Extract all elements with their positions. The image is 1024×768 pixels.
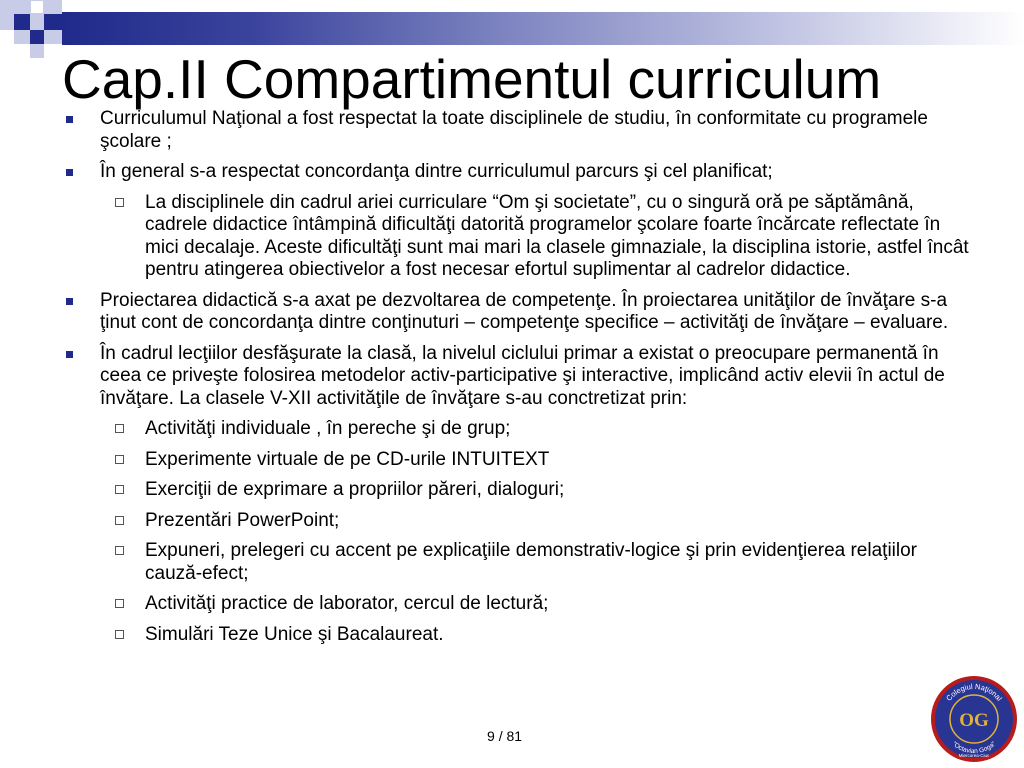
list-item-text: În cadrul lecţiilor desfăşurate la clasă, la nivelul ciclului primar a existat o preocupare permanentă în ceea ce priveşte folosirea metodelor activ-participative şi interactive, implicând activ elevii în actul de învăţare. La clasele V-XII activităţile de învăţare s-au conctretizat prin:: [100, 342, 945, 409]
sub-list-item-text: Activităţi individuale , în pereche şi de grup;: [145, 418, 511, 439]
hollow-square-bullet-icon: [115, 546, 124, 555]
sub-list-item: [56, 540, 976, 585]
sub-list-item: [56, 510, 976, 533]
page-separator: /: [498, 728, 503, 744]
bullet-content: [56, 108, 976, 654]
sub-list-item-text: Activităţi practice de laborator, cercul de lectură;: [145, 593, 549, 614]
square-bullet-icon: [66, 351, 73, 358]
hollow-square-bullet-icon: [115, 599, 124, 608]
sub-list-item: [56, 479, 976, 502]
decor-square: [30, 30, 44, 44]
list-item-text: Curriculumul Naţional a fost respectat la toate disciplinele de studiu, în conformitate cu programele şcolare ;: [100, 108, 928, 152]
page-total: 81: [506, 728, 523, 744]
school-logo: [930, 675, 1018, 763]
list-item-text: Proiectarea didactică s-a axat pe dezvoltarea de competenţe. În proiectarea unităţilor de învăţare s-a ţinut cont de concordanţa dintre conţinuturi – competenţe specifice – activităţi de învăţare – evaluare.: [100, 289, 949, 333]
sub-list-item: [56, 192, 976, 282]
hollow-square-bullet-icon: [115, 198, 124, 207]
sub-list: [100, 418, 976, 646]
list-item: [56, 108, 976, 153]
sub-list-item-text: Exerciţii de exprimare a propriilor păreri, dialoguri;: [145, 479, 565, 500]
sub-list-item: [56, 624, 976, 647]
hollow-square-bullet-icon: [115, 630, 124, 639]
logo-city-text: Miercurea-Ciuc: [958, 753, 990, 758]
decor-square: [30, 14, 44, 30]
logo-bottom-text: "Octavian Goga": [950, 740, 998, 756]
square-bullet-icon: [66, 169, 73, 176]
page-current: 9: [487, 728, 495, 744]
hollow-square-bullet-icon: [115, 516, 124, 525]
hollow-square-bullet-icon: [115, 455, 124, 464]
decor-square: [44, 0, 62, 14]
sub-list-item: [56, 449, 976, 472]
list-item-text: În general s-a respectat concordanţa dintre curriculumul parcurs şi cel planificat;: [100, 161, 773, 182]
decor-square: [14, 14, 30, 30]
list-item: [56, 161, 976, 282]
list-item: [56, 343, 976, 647]
decor-square: [44, 30, 62, 44]
page-number: [487, 728, 522, 744]
square-bullet-icon: [66, 116, 73, 123]
sub-list-item: [56, 418, 976, 441]
hollow-square-bullet-icon: [115, 424, 124, 433]
list-item: [56, 290, 976, 335]
logo-monogram: OG: [959, 710, 989, 731]
sub-list-item-text: Simulări Teze Unice şi Bacalaureat.: [145, 623, 444, 645]
logo-top-text: Colegiul Naţional: [944, 681, 1004, 703]
hollow-square-bullet-icon: [115, 485, 124, 494]
sub-list-item-text: Prezentări PowerPoint;: [145, 509, 340, 531]
sub-list-item-text: La disciplinele din cadrul ariei curriculare “Om şi societate”, cu o singură oră pe săptămână, cadrele didactice întâmpină dificultăţi datorită programelor şcolare foarte încărcate reflectate în mici decalaje. Aceste dificultăţi sunt mai mari la clasele gimnaziale, la disciplina istorie, astfel încât pentru atingerea obiectivelor a fost necesar efortul suplimentar al cadrelor didactice.: [145, 191, 969, 280]
sub-list: [100, 192, 976, 282]
header-gradient-bar: [62, 12, 1024, 45]
decor-square: [30, 0, 44, 14]
decor-square: [44, 14, 62, 30]
square-bullet-icon: [66, 298, 73, 305]
decor-square: [30, 44, 44, 58]
sub-list-item-text: Expuneri, prelegeri cu accent pe explicaţiile demonstrativ-logice şi prin evidenţierea relaţiilor cauză-efect;: [145, 540, 917, 584]
decor-square: [14, 30, 30, 44]
bullet-list: [56, 108, 976, 646]
sub-list-item-text: Experimente virtuale de pe CD-urile INTUITEXT: [145, 448, 550, 470]
slide-title: Cap.II Compartimentul curriculum: [62, 48, 882, 110]
sub-list-item: [56, 593, 976, 616]
